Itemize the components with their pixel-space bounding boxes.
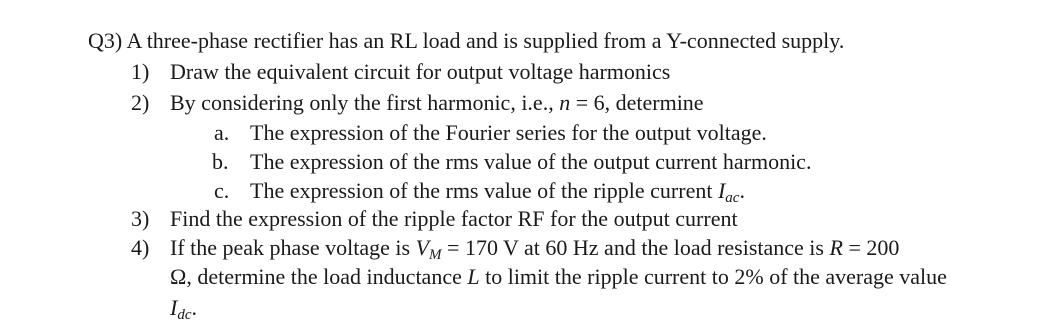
item-4-text-a: If the peak phase voltage is [170, 235, 411, 260]
item-4-variable-i: I [170, 295, 178, 320]
item-1-marker: 1) [131, 59, 150, 84]
item-4-text-c: = 200 [848, 235, 900, 260]
item-4-line-2 [170, 266, 947, 288]
subitem-c-subscript: ac [725, 190, 740, 206]
item-2-text-after: = 6, determine [575, 90, 704, 115]
item-4-line2-text-b: to limit the ripple current to 2% of the average value [485, 264, 947, 289]
item-3-marker: 3) [131, 206, 150, 231]
item-4-subscript-m: M [429, 247, 442, 263]
question-number: Q3) [88, 28, 123, 53]
item-2-variable: n [559, 90, 571, 115]
item-1-text: Draw the equivalent circuit for output voltage harmonics [170, 59, 671, 84]
question-stem-line [88, 30, 844, 52]
item-4-line-3 [170, 295, 197, 323]
item-4-variable-v: V [415, 235, 430, 260]
item-4-marker: 4) [131, 235, 150, 260]
item-4-variable-l: L [467, 264, 480, 289]
item-2-marker: 2) [131, 90, 150, 115]
item-2-line [170, 92, 704, 114]
subitem-b-text: The expression of the rms value of the output current harmonic. [250, 149, 812, 174]
item-3-text: Find the expression of the ripple factor RF for the output current [170, 206, 738, 231]
subitem-b-marker: b. [212, 149, 229, 174]
subitem-c-period: . [739, 178, 745, 203]
subitem-c-line [250, 178, 745, 206]
subitem-c-variable: I [717, 178, 726, 203]
subitem-c-text: The expression of the rms value of the ripple current [250, 178, 713, 203]
subitem-a-text: The expression of the Fourier series for the output voltage. [250, 120, 767, 145]
item-2-text-before: By considering only the first harmonic, i.e., [170, 90, 554, 115]
item-4-line-1 [170, 235, 900, 263]
item-4-variable-r: R [829, 235, 843, 260]
item-4-subscript-dc: dc [177, 307, 192, 323]
question-stem: A three-phase rectifier has an RL load and is supplied from a Y-connected supply. [126, 28, 845, 53]
item-4-text-b: = 170 V at 60 Hz and the load resistance is [447, 235, 824, 260]
item-4-period: . [191, 295, 197, 320]
item-4-line2-text-a: Ω, determine the load inductance [170, 264, 462, 289]
subitem-a-marker: a. [214, 120, 230, 145]
subitem-c-marker: c. [214, 178, 230, 203]
